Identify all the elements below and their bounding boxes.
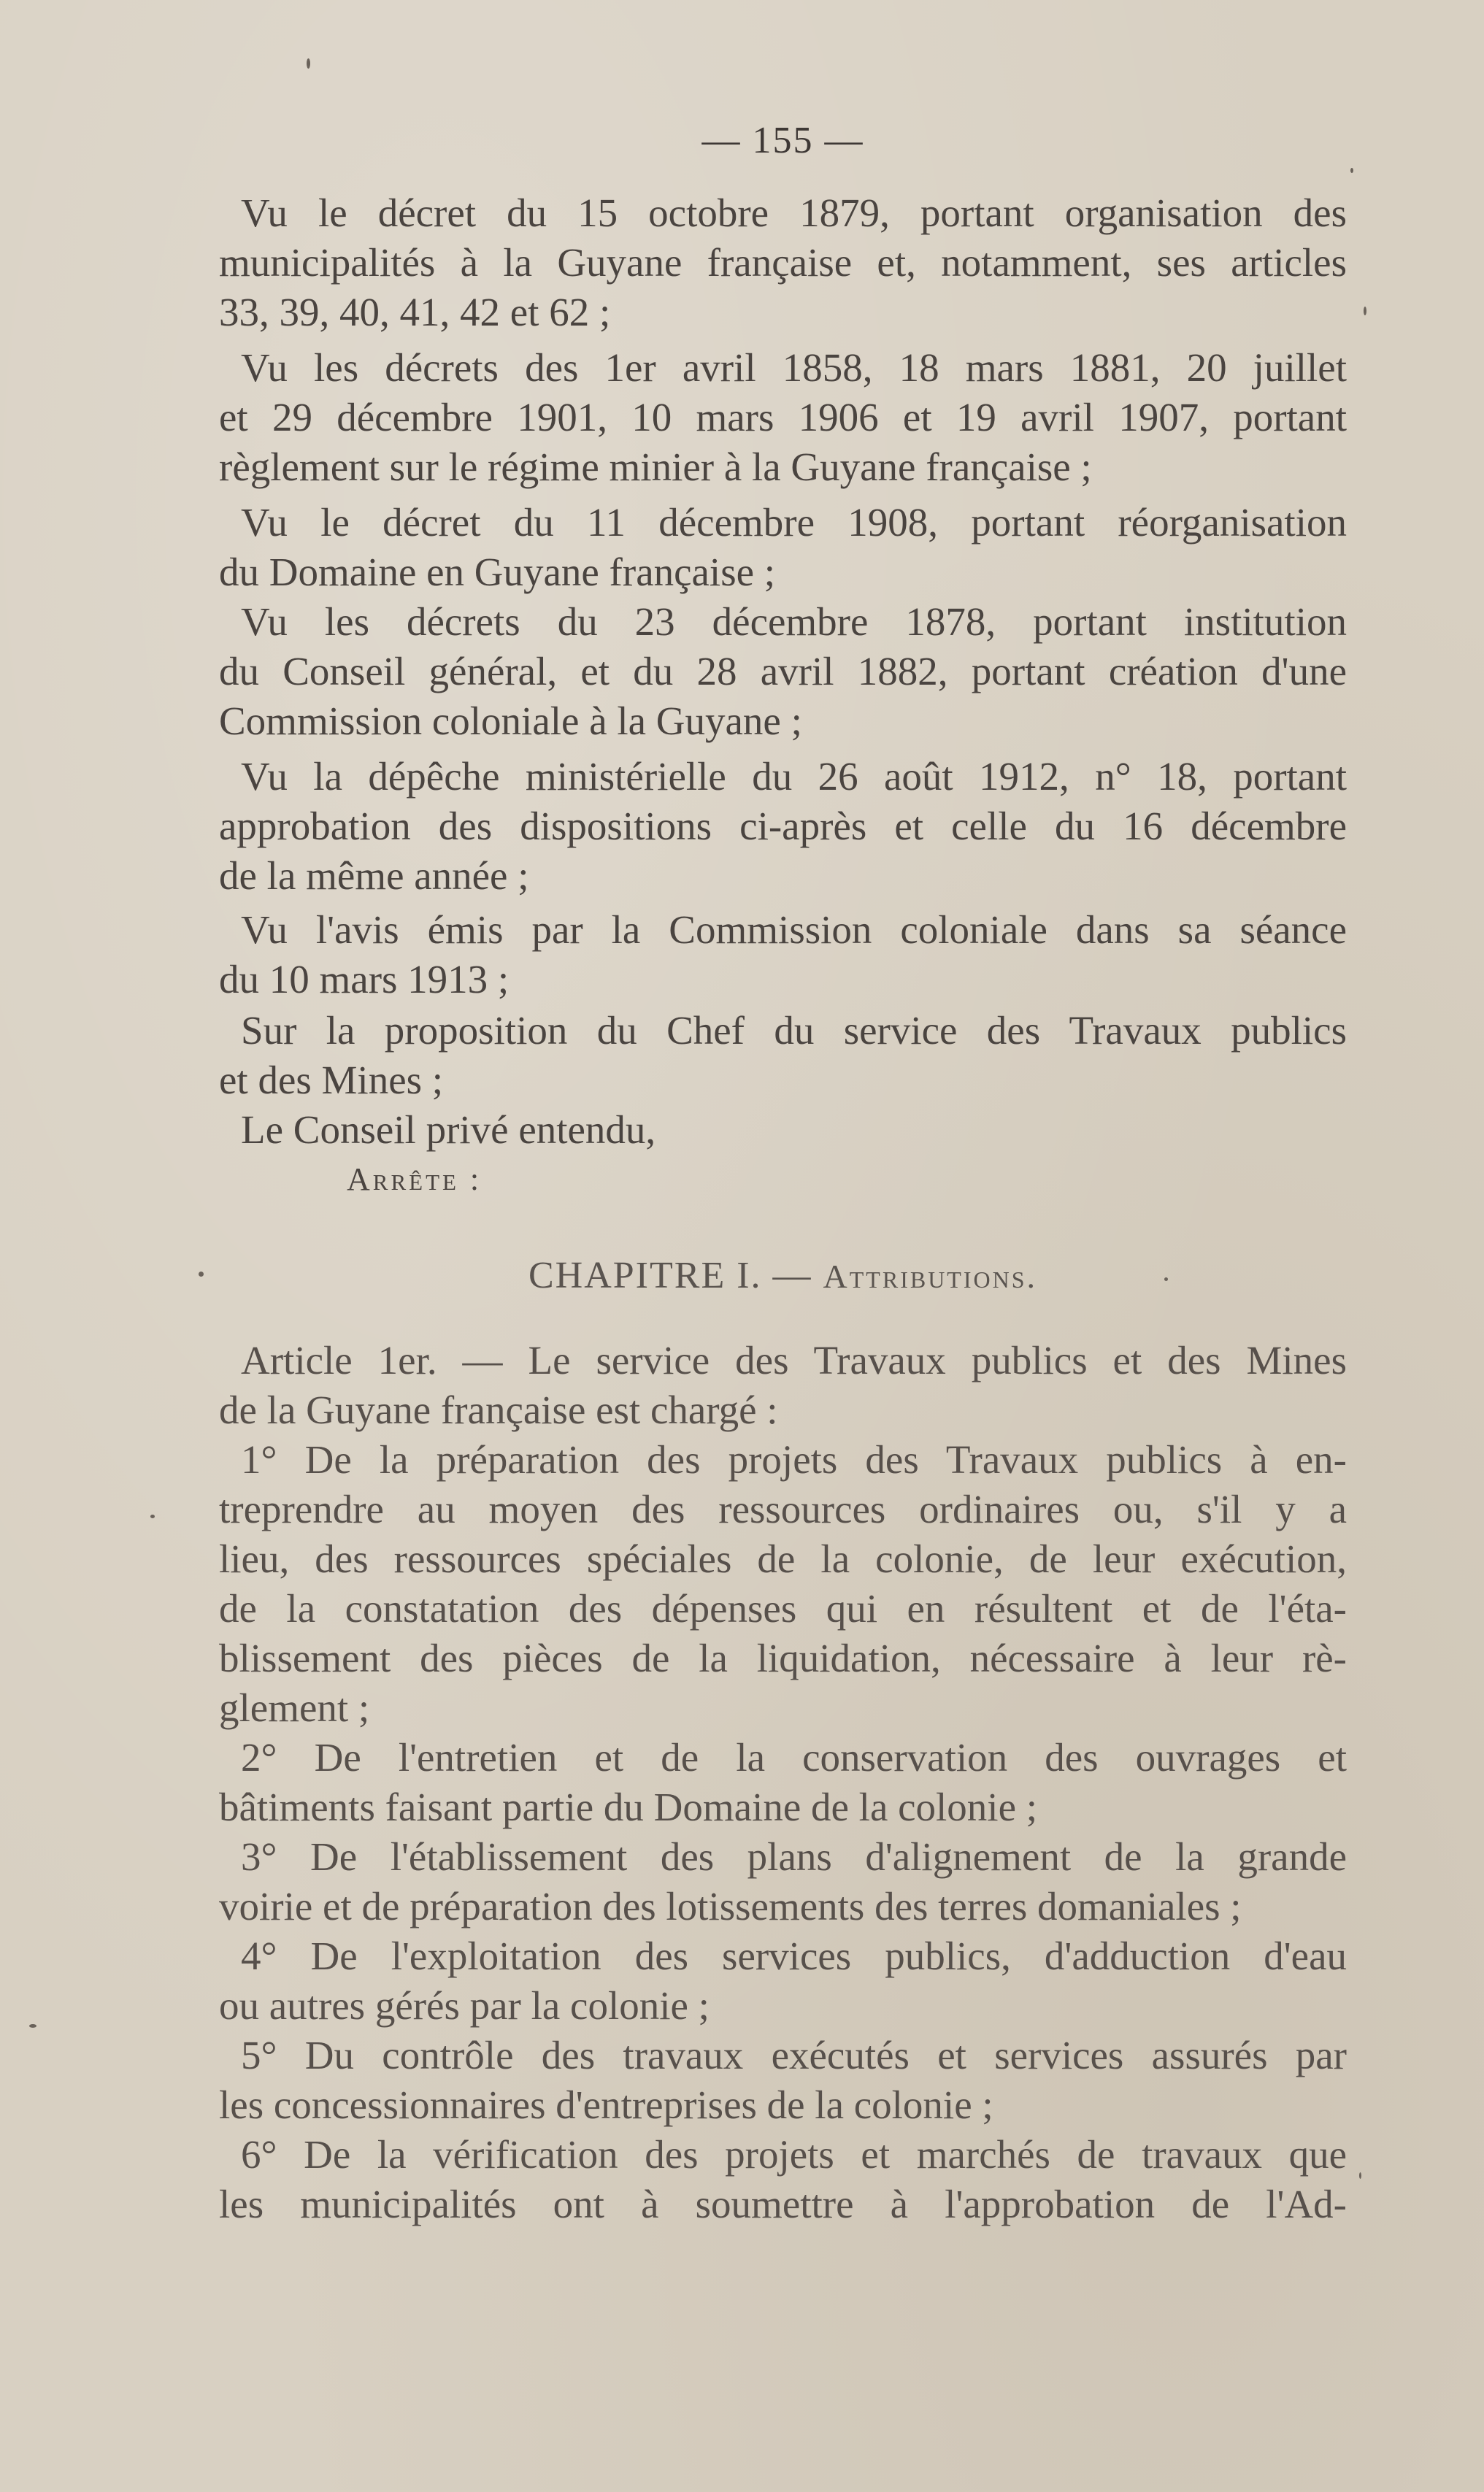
- text-line: et des Mines ;: [219, 1058, 444, 1102]
- text-line: treprendre au moyen des ressources ordinaires ou, s'il y a: [219, 1487, 1347, 1531]
- text-line: blissement des pièces de la liquidation, nécessaire à leur rè-: [219, 1636, 1347, 1680]
- text-line: et 29 décembre 1901, 10 mars 1906 et 19 avril 1907, portant: [219, 395, 1347, 439]
- speck: [150, 1515, 155, 1518]
- text-line: Vu les décrets du 23 décembre 1878, portant institution: [241, 599, 1347, 644]
- speck: [199, 1272, 204, 1277]
- chapter-number: CHAPITRE I. —: [528, 1255, 823, 1296]
- preamble-paragraph-4: [219, 597, 1347, 746]
- preamble-paragraph-6: [219, 905, 1347, 1004]
- text-line: Vu la dépêche ministérielle du 26 août 1912, n° 18, portant: [241, 754, 1347, 799]
- text-line: Article 1er. — Le service des Travaux publics et des Mines: [241, 1338, 1347, 1382]
- chapter-title: Attributions.: [823, 1258, 1038, 1295]
- text-line: 1° De la préparation des projets des Travaux publics à en-: [241, 1437, 1347, 1482]
- text-line: les concessionnaires d'entreprises de la colonie ;: [219, 2083, 993, 2127]
- text-line: de la même année ;: [219, 853, 529, 898]
- article-item-1: [219, 1435, 1347, 1733]
- text-line: de la Guyane française est chargé :: [219, 1388, 778, 1432]
- text-line: Vu le décret du 11 décembre 1908, portant réorganisation: [241, 500, 1347, 545]
- preamble-paragraph-5: [219, 752, 1347, 901]
- text-line: Vu l'avis émis par la Commission coloniale dans sa séance: [241, 907, 1347, 952]
- article-item-5: [219, 2031, 1347, 2130]
- article-item-6: [219, 2130, 1347, 2229]
- chapter-heading: [219, 1254, 1347, 1297]
- text-line: 2° De l'entretien et de la conservation des ouvrages et: [241, 1735, 1347, 1780]
- preamble-paragraph-2: [219, 343, 1347, 492]
- text-line: municipalités à la Guyane française et, notamment, ses articles: [219, 240, 1347, 285]
- article-item-2: [219, 1733, 1347, 1832]
- text-line: Sur la proposition du Chef du service des Travaux publics: [241, 1008, 1347, 1053]
- text-line: 3° De l'établissement des plans d'alignement de la grande: [241, 1834, 1347, 1879]
- text-line: Vu le décret du 15 octobre 1879, portant organisation des: [241, 191, 1347, 235]
- text-line: les municipalités ont à soumettre à l'approbation de l'Ad-: [219, 2182, 1347, 2226]
- speck: [307, 58, 310, 69]
- speck: [1359, 2172, 1361, 2179]
- text-line: 33, 39, 40, 41, 42 et 62 ;: [219, 290, 611, 334]
- arrete-heading: Arrête :: [347, 1161, 483, 1197]
- text-line: approbation des dispositions ci-après et celle du 16 décembre: [219, 804, 1347, 848]
- text-line: de la constatation des dépenses qui en résultent et de l'éta-: [219, 1586, 1347, 1631]
- speck: [1364, 307, 1366, 315]
- text-line: Commission coloniale à la Guyane ;: [219, 699, 802, 743]
- text-line: Le Conseil privé entendu,: [241, 1107, 656, 1152]
- preamble-paragraph-7: [219, 1006, 1347, 1105]
- speck: [29, 2024, 36, 2028]
- text-line: lieu, des ressources spéciales de la colonie, de leur exécution,: [219, 1537, 1347, 1581]
- text-line: Vu les décrets des 1er avril 1858, 18 mars 1881, 20 juillet: [241, 345, 1347, 390]
- text-line: du Conseil général, et du 28 avril 1882, portant création d'une: [219, 649, 1347, 693]
- text-line: du Domaine en Guyane française ;: [219, 550, 776, 594]
- article-item-4: [219, 1931, 1347, 2031]
- text-line: bâtiments faisant partie du Domaine de la colonie ;: [219, 1785, 1038, 1829]
- article-item-3: [219, 1832, 1347, 1931]
- speck: [1350, 168, 1353, 173]
- text-line: règlement sur le régime minier à la Guyane française ;: [219, 445, 1092, 489]
- page-number: — 155 —: [701, 120, 864, 161]
- preamble-paragraph-1: [219, 188, 1347, 337]
- text-line: 4° De l'exploitation des services publics, d'adduction d'eau: [241, 1934, 1347, 1978]
- text-line: ou autres gérés par la colonie ;: [219, 1983, 710, 2028]
- text-line: du 10 mars 1913 ;: [219, 957, 510, 1001]
- preamble-paragraph-3: [219, 498, 1347, 597]
- text-line: 5° Du contrôle des travaux exécutés et services assurés par: [241, 2033, 1347, 2077]
- text-line: voirie et de préparation des lotissements des terres domaniales ;: [219, 1884, 1242, 1928]
- speck: [1164, 1277, 1168, 1281]
- text-line: glement ;: [219, 1685, 370, 1730]
- text-line: 6° De la vérification des projets et marchés de travaux que: [241, 2132, 1347, 2177]
- preamble-paragraph-8: [219, 1105, 1347, 1155]
- article-intro: [219, 1336, 1347, 1435]
